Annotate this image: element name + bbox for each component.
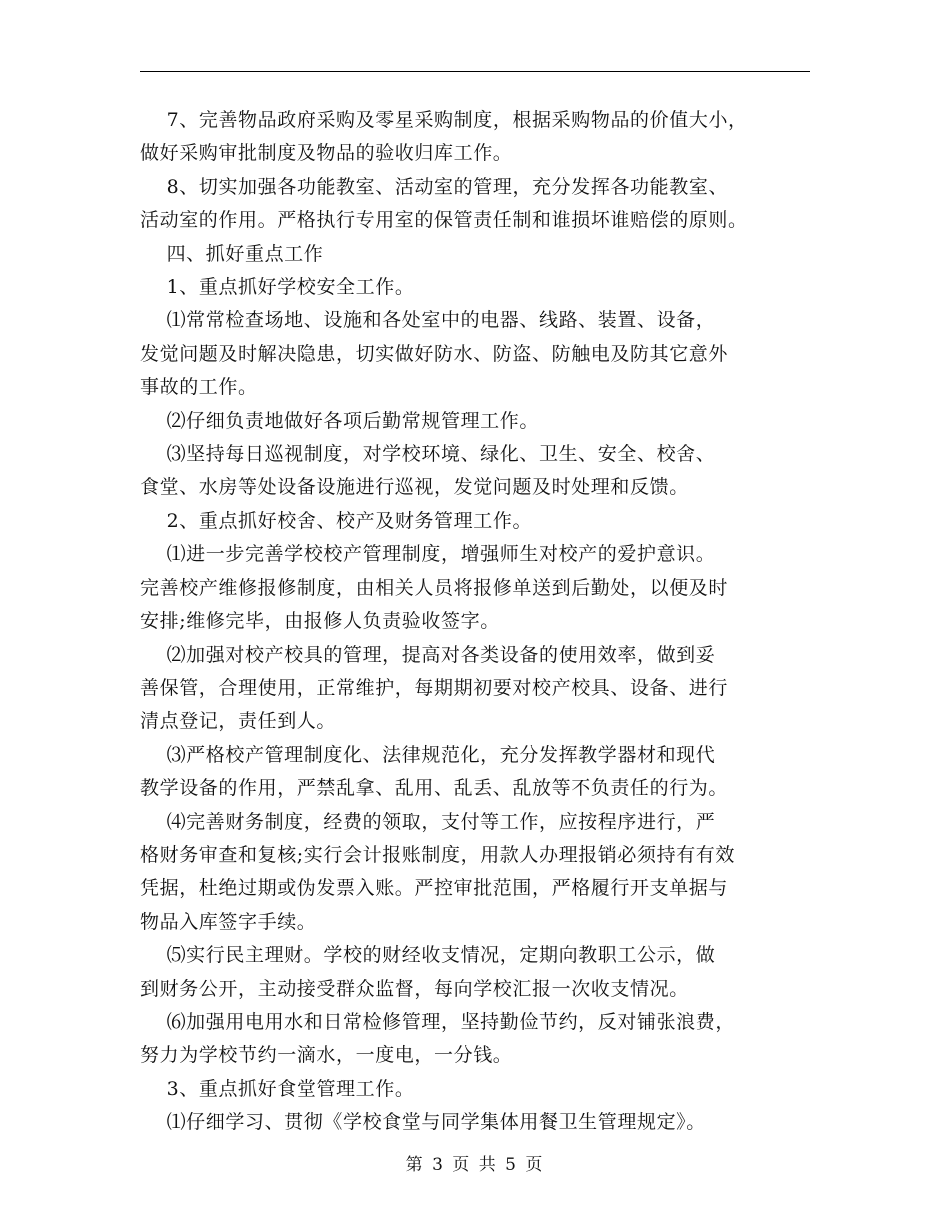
header-rule — [140, 71, 810, 72]
section-heading: 四、抓好重点工作 — [140, 242, 324, 265]
paragraph: ⑷完善财务制度，经费的领取，支付等工作，应按程序进行，严 格财务审查和复核;实行会计报账制度，用款人办理报销必须持有有效 凭据，杜绝过期或伪发票入账。严控审批范围，严格履行开支单据与 物品入库签字手续。 — [140, 810, 736, 933]
paragraph: ⑶严格校产管理制度化、法律规范化，充分发挥教学器材和现代 教学设备的作用，严禁乱拿、乱用、乱丢、乱放等不负责任的行为。 — [140, 743, 729, 800]
paragraph: ⑴常常检查场地、设施和各处室中的电器、线路、装置、设备， 发觉问题及时解决隐患，切实做好防水、防盗、防触电及防其它意外 事故的工作。 — [140, 309, 729, 399]
paragraph: ⑸实行民主理财。学校的财经收支情况，定期向教职工公示，做 到财务公开，主动接受群众监督，每向学校汇报一次收支情况。 — [140, 944, 716, 1000]
paragraph: 7、完善物品政府采购及零星采购制度，根据采购物品的价值大小， 做好采购审批制度及物品的验收归库工作。 — [140, 109, 748, 165]
subsection-heading: 2、重点抓好校舍、校产及财务管理工作。 — [140, 509, 533, 532]
paragraph: ⑴进一步完善学校校产管理制度，增强师生对校产的爱护意识。 完善校产维修报修制度，由相关人员将报修单送到后勤处，以便及时 安排;维修完毕，由报修人负责验收签字。 — [140, 543, 729, 633]
paragraph: 8、切实加强各功能教室、活动室的管理，充分发挥各功能教室、 活动室的作用。严格执行专用室的保管责任制和谁损坏谁赔偿的原则。 — [140, 175, 748, 232]
page-number-footer: 第 3 页 共 5 页 — [405, 1155, 545, 1175]
paragraph: ⑵加强对校产校具的管理，提高对各类设备的使用效率，做到妥 善保管，合理使用，正常维护，每期期初要对校产校具、设备、进行 清点登记，责任到人。 — [140, 643, 729, 733]
paragraph: ⑹加强用电用水和日常检修管理，坚持勤俭节约，反对铺张浪费， 努力为学校节约一滴水，一度电，一分钱。 — [140, 1010, 735, 1067]
paragraph: ⑵仔细负责地做好各项后勤常规管理工作。 — [140, 409, 539, 432]
subsection-heading: 1、重点抓好学校安全工作。 — [140, 276, 415, 299]
paragraph: ⑶坚持每日巡视制度，对学校环境、绿化、卫生、安全、校舍、 食堂、水房等处设备设施进行巡视，发觉问题及时处理和反馈。 — [140, 443, 716, 499]
document-body — [140, 104, 820, 1140]
paragraph: ⑴仔细学习、贯彻《学校食堂与同学集体用餐卫生管理规定》。 — [140, 1111, 706, 1134]
subsection-heading: 3、重点抓好食堂管理工作。 — [140, 1077, 415, 1100]
